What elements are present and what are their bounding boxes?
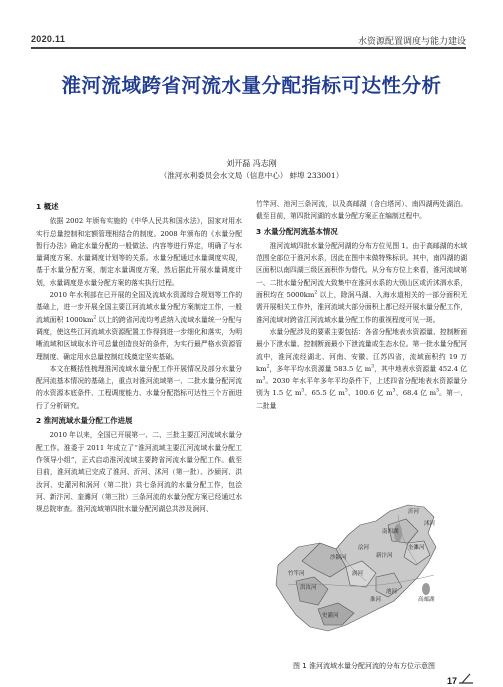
column-name: 水资源配置调度与能力建设 — [357, 36, 466, 46]
map-label: 新汴河 — [376, 553, 393, 559]
map-label: 高邮湖 — [418, 597, 435, 603]
article-title: 淮河流域跨省河流水量分配指标可达性分析 — [61, 74, 442, 97]
paragraph: 本文在概括性梳理淮河流域水量分配工作开展情况及部分水量分配河流基本情况的基础上，重点对淮河流域第一、二批水量分配河流的水资源本底条件、工程调度能力、水量分配指标可达性三个方面进行了分析研究。 — [36, 364, 242, 410]
map-label: 竹竿河 — [288, 571, 305, 577]
left-column — [36, 198, 242, 515]
paragraph: 竹竿河、池河三条河流，以及高邮湖（含白塔河）、南四湖两处湖泊。截至目前，第四批河湖的水量分配方案正在编制过程中。 — [256, 200, 467, 221]
right-column — [256, 198, 467, 412]
page-number: 17 — [447, 676, 458, 686]
map-label: 南四湖 — [382, 529, 399, 535]
paragraph: 2010 年以来，全国已开展第一、二、三批主要江河流域水量分配工作。淮委于 2011 年成立了“淮河流域主要江河流域水量分配工作领导小组”，正式启动淮河流域主要跨省河流水量分配工作。截至目前，淮河流域已完成了淮河、沂河、沭河（第一批）、沙颍河、洪汝河、史灌河和涡河（第二批）共七条河流的水量分配工作，包浍河、新汴河、奎濉河（第三批）三条河流的水量分配方案已经通过水规总院审查。淮河流域第四批水量分配河湖总共涉及涧河、 — [36, 431, 242, 514]
map-label: 涡河 — [352, 571, 364, 577]
affiliation: （淮河水利委员会水文局（信息中心） 蚌埠 233001） — [159, 171, 344, 180]
map-label: 淮河 — [370, 597, 382, 603]
basin-regions — [276, 505, 436, 631]
map-label: 洪汝河 — [300, 585, 317, 591]
issue-date: 2020.11 — [31, 34, 66, 44]
map-label: 沭河 — [424, 521, 436, 527]
authors: 刘开磊 冯志刚 — [226, 159, 277, 168]
paragraph: 淮河流域四批水量分配河湖的分布方位见图 1。由于高邮湖的水域范围全部位于淮河水系，因此在图中未做特殊标识。其中，南四湖的湖区面积以南四湖三级区面积作为替代。从分布方位上来看，淮河流域第一、二批水量分配河流大致集中在淮河水系的大别山区或沂沭泗水系，面积均在 $5000km^2$ 以上，除涡马湖、入海水道相关的一部分面积无需开展相关工作外，淮河流域大部分面积上都已经开展水量分配工作，淮河流域对跨省江河流域水量分配工作的重视程度可见一斑。 — [256, 241, 467, 324]
map-label: 沙颍河 — [330, 555, 347, 561]
section-heading-3: 3 水量分配河流基本情况 — [256, 226, 338, 236]
paragraph: 水量分配涉及的要素主要包括：各省分配地表水资源量、控制断面最小下泄水量、控制断面最小下泄流量或生态水位。第一批水量分配河流中，淮河流经湖北、河南、安徽、江苏四省，流域面积约 19 万 $km^2$，多年平均水资源量 583.5 亿 $m^3$，其中地表水资源量 452.4 亿 $m^3$。2030 年水平年多年平均条件下，上述四省分配地表水资源量分别为 1.5 亿 $m^3$、65.5 亿 $m^3$、100.6 亿 $m^3$、68.4 亿 $m^3$。第一、二批量 — [256, 327, 467, 410]
paragraph: 2010 年水利部在已开展的全国及流域水资源综合规划等工作的基础上，进一步开展全国主要江河流域水量分配方案制定工作，一般流域面积 $1000km^2$ 以上的跨省河流均考虑纳入流域水量统一分配与调度，使这些江河流域水资源配置工作得到进一步细化和落实，为明晰流域和区域取水许可总量创造良好的条件，为实行最严格水资源管理制度、确定用水总量控制红线奠定坚实基础。 — [36, 291, 242, 361]
map-label: 浍河 — [358, 545, 370, 551]
map-label: 奎濉河 — [408, 545, 425, 551]
map-label: 沂河 — [408, 509, 420, 515]
map-label: 池河 — [386, 589, 398, 595]
page-corner-mark-icon — [458, 672, 474, 684]
section-heading-1: 1 概述 — [36, 202, 59, 211]
figure-caption: 图 1 淮河流域水量分配河流的分布方位示意图 — [293, 662, 435, 670]
header-divider — [31, 47, 466, 49]
paragraph: 依据 2002 年颁布实施的《中华人民共和国水法》，国家对用水实行总量控制和定额管理相结合的制度。2008 年颁布的《水量分配暂行办法》确定水量分配的一般做法、内容等进行界定，明确了与水量调度方案、水量调度计划等的关系。水量分配通过水量调度实现，基于水量分配方案，制定水量调度方案，然后据此开展水量调度计划，水量调度是水量分配方案的落实执行过程。 — [36, 217, 242, 287]
map-label: 史灌河 — [322, 613, 339, 619]
basin-map-figure — [258, 485, 470, 653]
lake-gaoyou — [422, 583, 430, 595]
section-heading-2: 2 淮河流域水量分配工作进展 — [36, 416, 133, 426]
